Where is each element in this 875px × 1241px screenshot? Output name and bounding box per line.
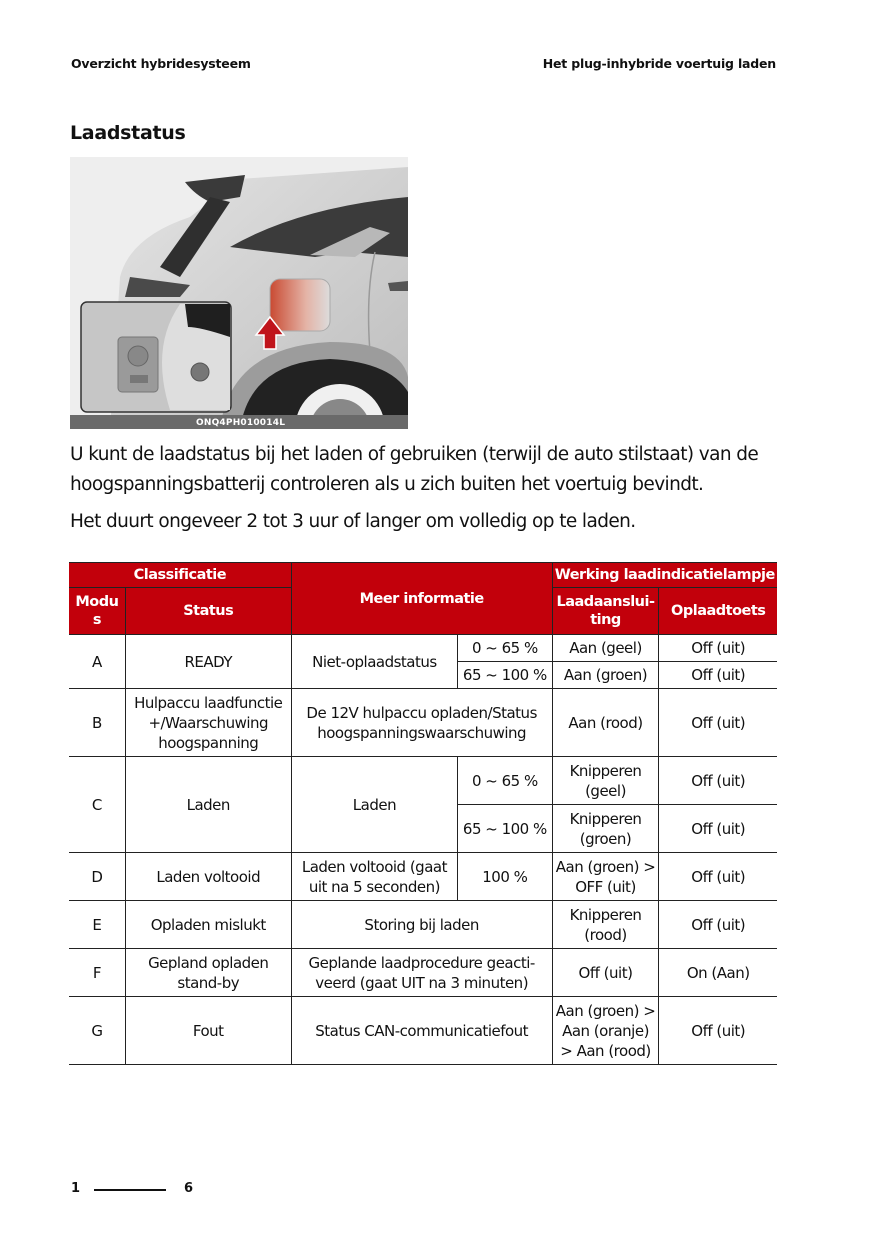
button-cell: Off (uit) bbox=[659, 662, 777, 689]
percentage-cell: 0 ~ 65 % bbox=[458, 635, 552, 662]
mode-cell: B bbox=[69, 689, 125, 757]
connector-cell: Knipperen (geel) bbox=[552, 757, 659, 805]
connector-cell: Knipperen (rood) bbox=[552, 901, 659, 949]
button-cell: Off (uit) bbox=[659, 805, 777, 853]
footer-divider bbox=[94, 1189, 166, 1191]
percentage-cell: 65 ~ 100 % bbox=[458, 805, 552, 853]
connector-cell: Aan (geel) bbox=[552, 635, 659, 662]
connector-cell: Knipperen (groen) bbox=[552, 805, 659, 853]
section-title: Laadstatus bbox=[70, 122, 186, 144]
connector-cell: Aan (groen) bbox=[552, 662, 659, 689]
percentage-cell: 0 ~ 65 % bbox=[458, 757, 552, 805]
connector-cell: Aan (rood) bbox=[552, 689, 659, 757]
info-cell: Laden bbox=[291, 757, 457, 853]
header-classification: Classificatie bbox=[69, 563, 291, 588]
charge-duration-paragraph: Het duurt ongeveer 2 tot 3 uur of langer om volledig op te laden. bbox=[70, 511, 636, 532]
info-cell: Storing bij laden bbox=[291, 901, 552, 949]
table-row bbox=[69, 635, 777, 662]
mode-cell: C bbox=[69, 757, 125, 853]
button-cell: Off (uit) bbox=[659, 901, 777, 949]
chapter-number: 1 bbox=[71, 1181, 81, 1196]
connector-cell: Aan (groen) > Aan (oranje) > Aan (rood) bbox=[552, 997, 659, 1065]
mode-cell: G bbox=[69, 997, 125, 1065]
info-cell: Geplande laadprocedure geacti- veerd (gaat UIT na 3 minuten) bbox=[291, 949, 552, 997]
button-cell: Off (uit) bbox=[659, 997, 777, 1065]
info-cell: Status CAN-communicatiefout bbox=[291, 997, 552, 1065]
header-mode: Modu s bbox=[69, 588, 125, 635]
button-cell: Off (uit) bbox=[659, 757, 777, 805]
button-cell: Off (uit) bbox=[659, 635, 777, 662]
running-header-right: Het plug-inhybride voertuig laden bbox=[542, 56, 776, 71]
percentage-cell: 100 % bbox=[458, 853, 552, 901]
info-cell: Niet-oplaadstatus bbox=[291, 635, 457, 689]
button-cell: Off (uit) bbox=[659, 853, 777, 901]
table-row bbox=[69, 757, 777, 805]
page-number: 6 bbox=[184, 1181, 194, 1196]
info-cell: Laden voltooid (gaat uit na 5 seconden) bbox=[291, 853, 457, 901]
connector-cell: Off (uit) bbox=[552, 949, 659, 997]
mode-cell: E bbox=[69, 901, 125, 949]
table-row bbox=[69, 997, 777, 1065]
header-connector: Laadaanslui- ting bbox=[552, 588, 659, 635]
status-cell: Laden bbox=[125, 757, 291, 853]
table-row bbox=[69, 689, 777, 757]
charging-status-table bbox=[69, 562, 777, 1065]
car-rear-illustration bbox=[70, 157, 408, 429]
table-row bbox=[69, 901, 777, 949]
mode-cell: F bbox=[69, 949, 125, 997]
button-cell: On (Aan) bbox=[659, 949, 777, 997]
status-cell: Fout bbox=[125, 997, 291, 1065]
info-cell: De 12V hulpaccu opladen/Status hoogspanningswaarschuwing bbox=[291, 689, 552, 757]
mode-cell: D bbox=[69, 853, 125, 901]
table-row bbox=[69, 949, 777, 997]
percentage-cell: 65 ~ 100 % bbox=[458, 662, 552, 689]
mode-cell: A bbox=[69, 635, 125, 689]
figure-caption: ONQ4PH010014L bbox=[196, 418, 286, 428]
status-cell: Hulpaccu laadfunctie +/Waarschuwing hoogspanning bbox=[125, 689, 291, 757]
intro-paragraph: U kunt de laadstatus bij het laden of gebruiken (terwijl de auto stilstaat) van de hoogspanningsbatterij controleren als u zich buiten het voertuig bevindt. bbox=[70, 444, 759, 495]
header-indicator: Werking laadindicatielampje bbox=[552, 563, 777, 588]
status-cell: READY bbox=[125, 635, 291, 689]
button-cell: Off (uit) bbox=[659, 689, 777, 757]
charging-port-illustration bbox=[70, 157, 408, 429]
header-status: Status bbox=[125, 588, 291, 635]
page-footer bbox=[71, 1181, 194, 1196]
header-more-info: Meer informatie bbox=[291, 563, 552, 635]
status-cell: Opladen mislukt bbox=[125, 901, 291, 949]
status-cell: Laden voltooid bbox=[125, 853, 291, 901]
header-button: Oplaadtoets bbox=[659, 588, 777, 635]
table-header-row-1 bbox=[69, 563, 777, 588]
status-cell: Gepland opladen stand-by bbox=[125, 949, 291, 997]
table-row bbox=[69, 853, 777, 901]
connector-cell: Aan (groen) > OFF (uit) bbox=[552, 853, 659, 901]
running-header-left: Overzicht hybridesysteem bbox=[71, 56, 251, 71]
